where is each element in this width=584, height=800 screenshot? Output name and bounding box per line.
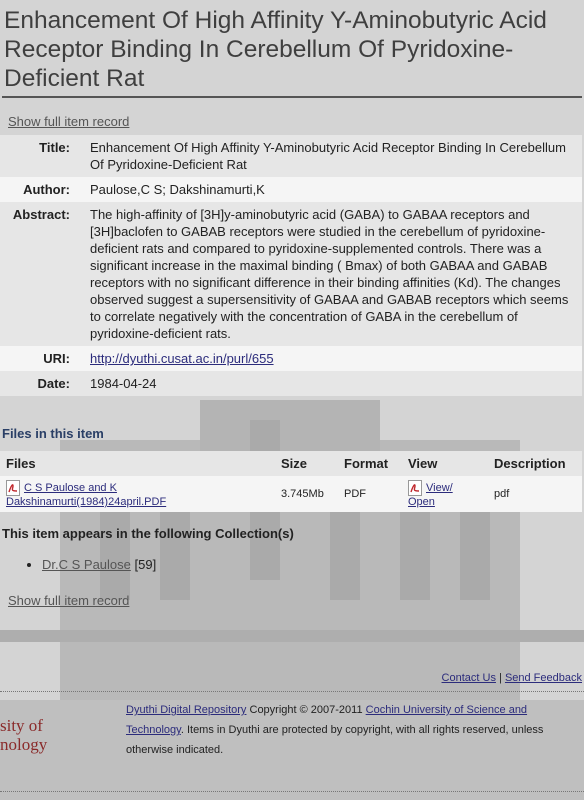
pdf-icon bbox=[408, 480, 422, 496]
show-full-record-link[interactable]: Show full item record bbox=[8, 114, 130, 129]
file-size: 3.745Mb bbox=[275, 476, 338, 512]
view-open-link[interactable]: View/ Open bbox=[408, 481, 453, 508]
metadata-label: Date: bbox=[0, 371, 84, 396]
copyright-text: Copyright © 2007-2011 bbox=[246, 704, 366, 716]
files-heading: Files in this item bbox=[2, 426, 104, 441]
column-header-view: View bbox=[402, 451, 488, 476]
page-title: Enhancement Of High Affinity Y-Aminobutyric Acid Receptor Binding In Cerebellum Of Pyridoxine-Deficient Rat bbox=[2, 0, 582, 98]
footer-links bbox=[442, 672, 582, 684]
metadata-row-author bbox=[0, 177, 582, 202]
uri-link[interactable]: http://dyuthi.cusat.ac.in/purl/655 bbox=[90, 351, 274, 366]
contact-us-link[interactable]: Contact Us bbox=[441, 672, 496, 684]
metadata-label: URI: bbox=[0, 346, 84, 371]
metadata-row-title bbox=[0, 135, 582, 177]
university-logo-line1: sity of bbox=[0, 716, 43, 735]
collections-heading: This item appears in the following Collection(s) bbox=[2, 526, 294, 541]
table-row bbox=[0, 476, 582, 512]
column-header-files: Files bbox=[0, 451, 275, 476]
metadata-label: Title: bbox=[0, 135, 84, 177]
footer-separator: | bbox=[499, 672, 502, 684]
show-full-record-link-bottom[interactable]: Show full item record bbox=[8, 593, 130, 608]
metadata-value-abstract: The high-affinity of [3H]y-aminobutyric acid (GABA) to GABAA receptors and [3H]baclofen to GABAB receptors were studied in the cerebellum of pyridoxine-deficient rats and compared to pyridoxine-supplemented controls. There was a significant increase in the maximal binding ( Bmax) of both GABAA and GABAB receptors with no significant difference in their binding affinities (Kd). The changes observed suggest a supersensitivity of GABAA and GABAB receptors which seems to correlate negatively with the concentration of GABA in the cerebellum of pyridoxine-deficient rats. bbox=[84, 202, 582, 346]
metadata-value-date: 1984-04-24 bbox=[84, 371, 582, 396]
metadata-label: Author: bbox=[0, 177, 84, 202]
show-full-record-top bbox=[0, 98, 584, 129]
list-item bbox=[42, 557, 584, 573]
pdf-icon bbox=[6, 480, 20, 496]
files-table bbox=[0, 451, 582, 512]
metadata-row-abstract bbox=[0, 202, 582, 346]
files-header-row bbox=[0, 451, 582, 476]
metadata-row-date bbox=[0, 371, 582, 396]
send-feedback-link[interactable]: Send Feedback bbox=[504, 672, 582, 684]
footer-divider-top bbox=[0, 691, 584, 692]
university-logo bbox=[0, 716, 47, 754]
column-header-size: Size bbox=[275, 451, 338, 476]
show-full-record-bottom bbox=[0, 573, 584, 608]
column-header-format: Format bbox=[338, 451, 402, 476]
file-name-link[interactable]: C S Paulose and K Dakshinamurti(1984)24april.PDF bbox=[6, 481, 167, 508]
collection-link[interactable]: Dr.C S Paulose bbox=[42, 557, 131, 572]
footer-copyright bbox=[126, 700, 566, 760]
file-description: pdf bbox=[488, 476, 582, 512]
metadata-label: Abstract: bbox=[0, 202, 84, 346]
metadata-value-author: Paulose,C S; Dakshinamurti,K bbox=[84, 177, 582, 202]
collections-list bbox=[0, 557, 584, 573]
metadata-table bbox=[0, 135, 582, 396]
column-header-description: Description bbox=[488, 451, 582, 476]
metadata-value-title: Enhancement Of High Affinity Y-Aminobutyric Acid Receptor Binding In Cerebellum Of Pyridoxine-Deficient Rat bbox=[84, 135, 582, 177]
metadata-row-uri bbox=[0, 346, 582, 371]
file-format: PDF bbox=[338, 476, 402, 512]
university-link[interactable]: Cochin University of Science and Technology bbox=[126, 704, 528, 736]
repository-link[interactable]: Dyuthi Digital Repository bbox=[126, 704, 247, 716]
university-logo-line2: nology bbox=[0, 735, 48, 754]
footer-divider-bottom bbox=[0, 791, 584, 792]
rights-text: . Items in Dyuthi are protected by copyright, with all rights reserved, unless otherwise indicated. bbox=[126, 724, 544, 756]
collection-count: [59] bbox=[134, 557, 157, 572]
